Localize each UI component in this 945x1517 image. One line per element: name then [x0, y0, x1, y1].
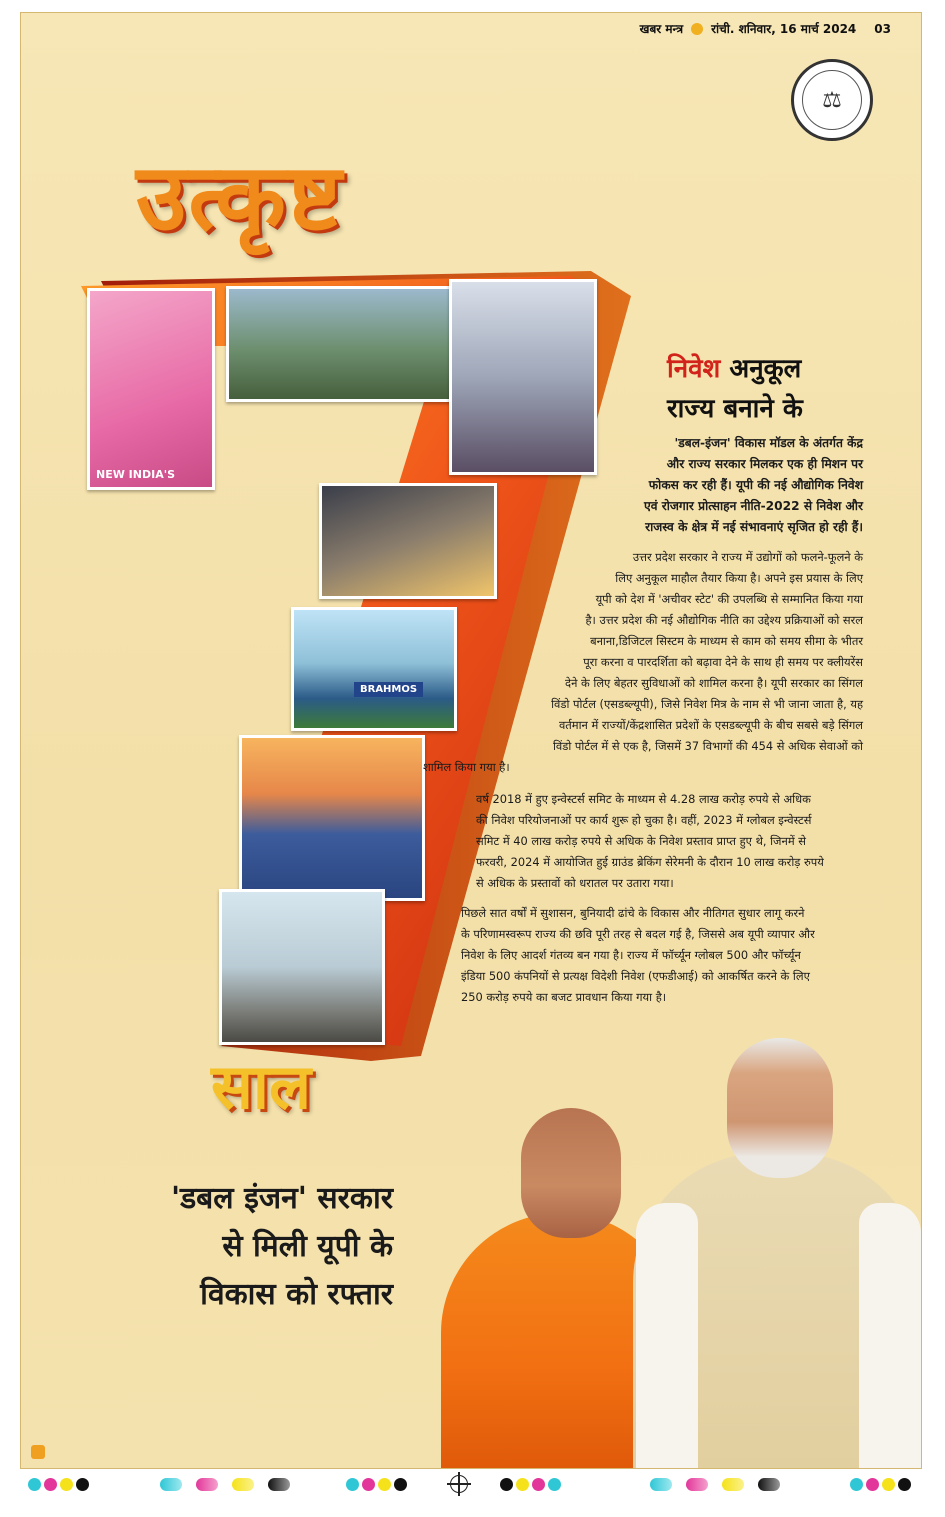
- yellow-registration-dot-icon: [378, 1478, 391, 1491]
- yellow-registration-dot-icon: [882, 1478, 895, 1491]
- headline-line2: राज्य बनाने के: [667, 394, 803, 424]
- title-saal: साल: [211, 1050, 312, 1123]
- title-utkrisht: उत्कृष्ट: [136, 144, 344, 251]
- cyan-registration-dot-icon: [346, 1478, 359, 1491]
- text-line: फरवरी, 2024 में आयोजित हुई ग्राउंड ब्रेकिंग सेरेमनी के दौरान 10 लाख करोड़ रुपये: [476, 855, 824, 869]
- text-line: इंडिया 500 कंपनियों से प्रत्यक्ष विदेशी निवेश (एफडीआई) को आकर्षित करने के लिए: [461, 969, 810, 983]
- magenta-registration-bar-icon: [686, 1478, 708, 1491]
- sun-logo-icon: [691, 23, 703, 35]
- photo-investors-summit: [87, 288, 215, 490]
- magenta-registration-dot-icon: [44, 1478, 57, 1491]
- publisher-mini-logo-icon: [31, 1445, 45, 1459]
- article-lead: [443, 433, 863, 538]
- text-line: और राज्य सरकार मिलकर एक ही मिशन पर: [666, 457, 863, 471]
- article-paragraph-3: [476, 789, 876, 894]
- brahmos-label: BRAHMOS: [354, 682, 423, 697]
- magenta-registration-bar-icon: [196, 1478, 218, 1491]
- print-registration-strip: [0, 1474, 945, 1496]
- text-line: उत्तर प्रदेश सरकार ने राज्य में उद्योगों को फलने-फूलने के: [632, 550, 863, 564]
- black-registration-dot-icon: [898, 1478, 911, 1491]
- yellow-registration-dot-icon: [516, 1478, 529, 1491]
- black-registration-dot-icon: [394, 1478, 407, 1491]
- slogan-line: 'डबल इंजन' सरकार: [170, 1181, 393, 1216]
- cyan-registration-dot-icon: [28, 1478, 41, 1491]
- up-government-seal-icon: ⚖: [791, 59, 873, 141]
- text-line: शामिल किया गया है।: [423, 760, 510, 774]
- cyan-registration-dot-icon: [548, 1478, 561, 1491]
- article-paragraph-2: [423, 547, 863, 778]
- magenta-registration-dot-icon: [362, 1478, 375, 1491]
- yellow-registration-dot-icon: [60, 1478, 73, 1491]
- photo-caption: NEW INDIA'S: [96, 468, 176, 481]
- masthead: [640, 20, 891, 37]
- photo-industrial-plant: [219, 889, 385, 1045]
- registration-crosshair-icon: [450, 1475, 468, 1493]
- article-body: [443, 433, 863, 546]
- text-line: के परिणामस्वरूप राज्य की छवि पूरी तरह से बदल गई है, जिससे अब यूपी व्यापार और: [461, 927, 815, 941]
- text-line: से अधिक के प्रस्तावों को धरातल पर उतारा गया।: [476, 876, 674, 890]
- text-line: बनाना,डिजिटल सिस्टम के माध्यम से काम को समय सीमा के भीतर: [590, 634, 863, 648]
- dateline: रांची. शनिवार, 16 मार्च 2024: [711, 22, 857, 36]
- page-number: 03: [874, 21, 891, 36]
- slogan-line: विकास को रफ्तार: [200, 1277, 393, 1312]
- text-line: की निवेश परियोजनाओं पर कार्य शुरू हो चुका है। वहीं, 2023 में ग्लोबल इन्वेस्टर्स: [476, 813, 812, 827]
- slogan-line: से मिली यूपी के: [222, 1229, 393, 1264]
- headline-line1: अनुकूल: [720, 354, 802, 384]
- cyan-registration-bar-icon: [160, 1478, 182, 1491]
- yogi-adityanath-photo-head: [521, 1108, 621, 1238]
- text-line: राजस्व के क्षेत्र में नई संभावनाएं सृजित हो रही हैं।: [645, 520, 863, 534]
- black-registration-dot-icon: [76, 1478, 89, 1491]
- cyan-registration-bar-icon: [650, 1478, 672, 1491]
- magenta-registration-dot-icon: [866, 1478, 879, 1491]
- paper-name: खबर मन्त्र: [639, 22, 684, 36]
- narendra-modi-photo-head: [727, 1038, 833, 1178]
- text-line: है। उत्तर प्रदेश की नई औद्योगिक नीति का उद्देश्य प्रक्रियाओं को सरल: [585, 613, 863, 627]
- text-line: 250 करोड़ रुपये का बजट प्रावधान किया गया है।: [461, 990, 667, 1004]
- cyan-registration-dot-icon: [850, 1478, 863, 1491]
- text-line: समिट में 40 लाख करोड़ रुपये से अधिक के निवेश प्रस्ताव प्राप्त हुए थे, जिनमें से: [476, 834, 806, 848]
- yellow-registration-bar-icon: [722, 1478, 744, 1491]
- yellow-registration-bar-icon: [232, 1478, 254, 1491]
- black-registration-dot-icon: [500, 1478, 513, 1491]
- black-registration-bar-icon: [758, 1478, 780, 1491]
- newspaper-page: [20, 12, 922, 1469]
- headline-red-word: निवेश: [667, 354, 721, 384]
- text-line: देने के लिए बेहतर सुविधाओं को शामिल करना है। यूपी सरकार का सिंगल: [565, 676, 863, 690]
- text-line: विंडो पोर्टल (एसडब्ल्यूपी), जिसे निवेश मित्र के नाम से भी जाना जाता है, यह: [551, 697, 863, 711]
- text-line: विंडो पोर्टल में से एक है, जिसमें 37 विभागों की 454 से अधिक सेवाओं को: [552, 739, 863, 753]
- black-registration-bar-icon: [268, 1478, 290, 1491]
- text-line: यूपी को देश में 'अचीवर स्टेट' की उपलब्धि से सम्मानित किया गया: [595, 592, 863, 606]
- text-line: फोकस कर रही हैं। यूपी की नई औद्योगिक निवेश: [648, 478, 863, 492]
- narendra-modi-photo-sleeve-right: [859, 1203, 921, 1468]
- magenta-registration-dot-icon: [532, 1478, 545, 1491]
- text-line: पिछले सात वर्षों में सुशासन, बुनियादी ढांचे के विकास और नीतिगत सुधार लागू करने: [461, 906, 805, 920]
- text-line: निवेश के लिए आदर्श गंतव्य बन गया है। राज्य में फॉर्च्यून ग्लोबल 500 और फॉर्च्यून: [461, 948, 801, 962]
- article-headline: [667, 349, 803, 429]
- text-line: पूरा करना व पारदर्शिता को बढ़ावा देने के साथ ही समय पर क्लीयरेंस: [583, 655, 863, 669]
- text-line: वर्तमान में राज्यों/केंद्रशासित प्रदेशों के एसडब्ल्यूपी के बीच सबसे बड़े सिंगल: [558, 718, 863, 732]
- slogan: [103, 1175, 393, 1319]
- text-line: लिए अनुकूल माहौल तैयार किया है। अपने इस प्रयास के लिए: [615, 571, 863, 585]
- article-paragraph-4: [461, 903, 881, 1008]
- text-line: एवं रोजगार प्रोत्साहन नीति-2022 से निवेश और: [643, 499, 863, 513]
- photo-solar-farm: [239, 735, 425, 901]
- narendra-modi-photo-sleeve-left: [636, 1203, 698, 1468]
- text-line: 'डबल-इंजन' विकास मॉडल के अंतर्गत केंद्र: [674, 436, 863, 450]
- text-line: वर्ष 2018 में हुए इन्वेस्टर्स समिट के माध्यम से 4.28 लाख करोड़ रुपये से अधिक: [476, 792, 811, 806]
